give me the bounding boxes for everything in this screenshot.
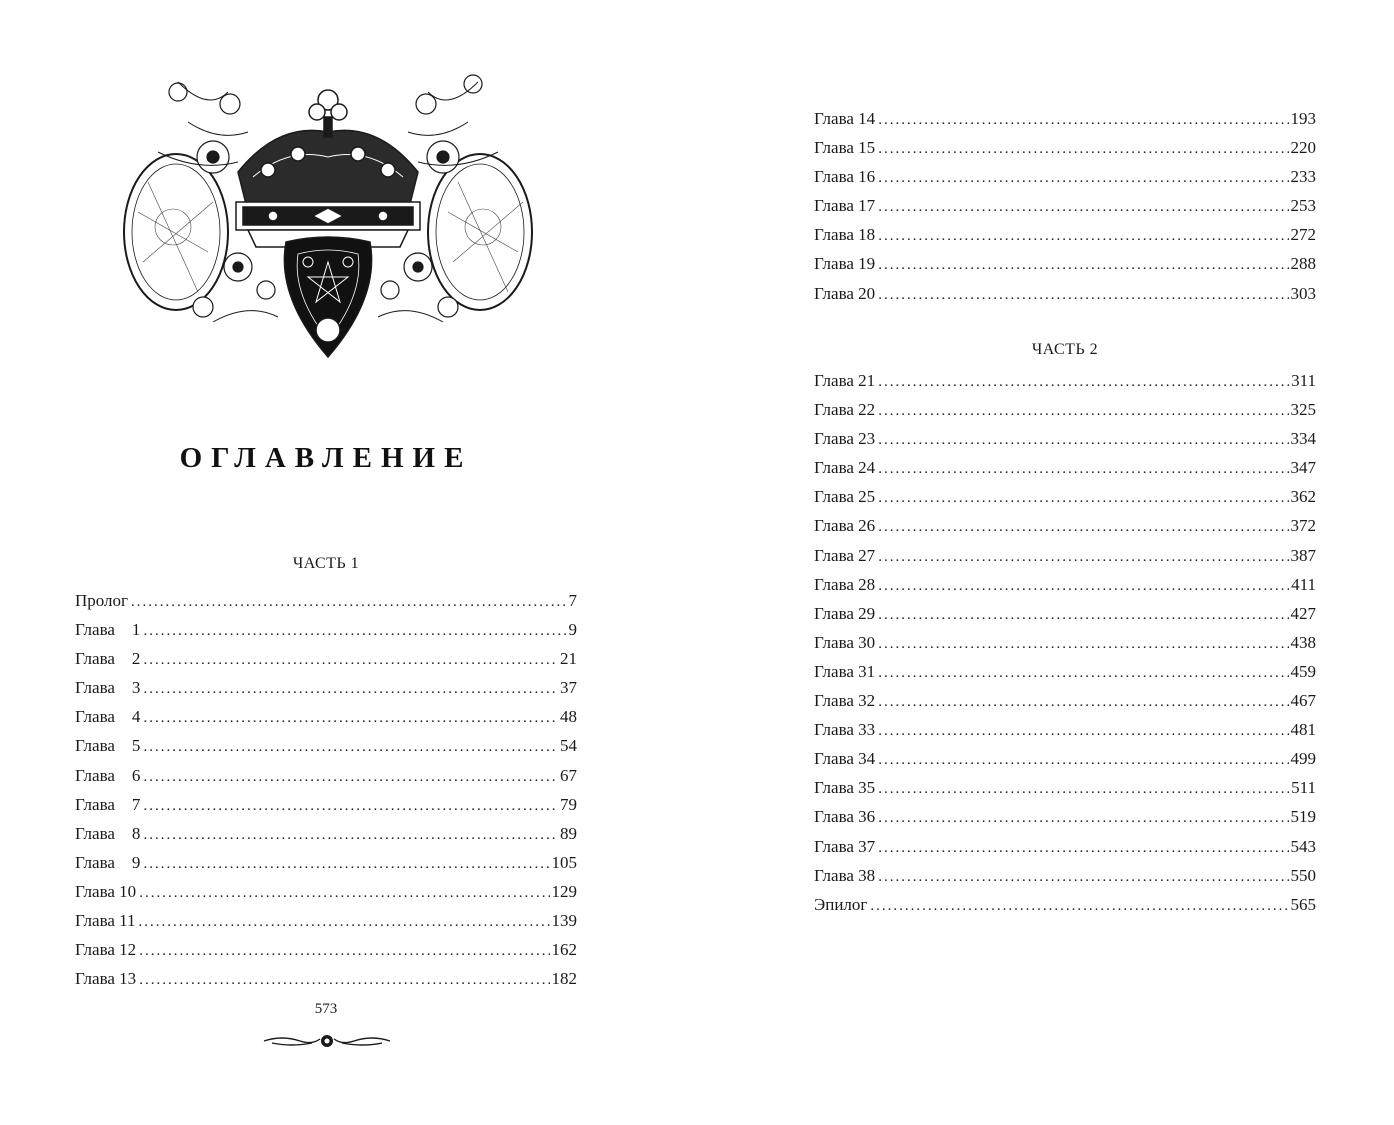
toc-entry — [75, 731, 577, 760]
toc-entry-label: Глава 28 — [814, 574, 876, 594]
dot-leader — [878, 258, 1288, 273]
toc-entry-page: 438 — [1290, 632, 1316, 652]
toc-entry-label: Глава 15 — [814, 138, 876, 158]
dot-leader — [139, 915, 550, 930]
dot-leader — [139, 973, 549, 988]
toc-entry — [75, 673, 577, 702]
toc-entry-label: Глава 20 — [814, 283, 876, 303]
toc-entry — [814, 104, 1316, 133]
toc-entry — [75, 702, 577, 731]
toc-entry-label: Глава 37 — [814, 836, 876, 856]
toc-entry-page: 325 — [1290, 400, 1316, 420]
dot-leader — [878, 724, 1288, 739]
toc-entry — [75, 586, 577, 615]
toc-entry — [814, 395, 1316, 424]
dot-leader — [878, 782, 1289, 797]
toc-entry-label: Глава 34 — [814, 749, 876, 769]
toc-entry — [814, 657, 1316, 686]
toc-entry-page: 21 — [560, 649, 577, 669]
toc-entry-label: Глава 33 — [814, 720, 876, 740]
toc-entry — [814, 628, 1316, 657]
toc-entry — [814, 220, 1316, 249]
dot-leader — [143, 828, 558, 843]
toc-entry-label: Глава 9 — [75, 852, 141, 872]
toc-entry-label: Глава 3 — [75, 678, 141, 698]
toc-entry-label: Глава 30 — [814, 632, 876, 652]
toc-entry — [814, 744, 1316, 773]
toc-entry-label: Глава 21 — [814, 371, 876, 390]
toc-entry-page: 67 — [560, 765, 577, 785]
toc-entry — [814, 511, 1316, 540]
dot-leader — [878, 142, 1288, 157]
right-page — [697, 0, 1394, 1125]
toc-entry-page: 182 — [551, 969, 577, 989]
toc-entry-label: Глава 17 — [814, 196, 876, 216]
toc-entry-label: Глава 6 — [75, 765, 141, 785]
toc-title: ОГЛАВЛЕНИЕ — [179, 442, 473, 474]
dot-leader — [878, 579, 1289, 594]
dot-leader — [143, 857, 549, 872]
dot-leader — [878, 404, 1288, 419]
dot-leader — [878, 491, 1288, 506]
toc-entry — [814, 832, 1316, 861]
toc-entry — [814, 279, 1316, 308]
toc-entry-page: 550 — [1290, 865, 1316, 885]
toc-list-part-1 — [75, 586, 577, 993]
toc-entry-page: 37 — [560, 678, 577, 698]
dot-leader — [878, 841, 1288, 856]
toc-entry — [75, 848, 577, 877]
toc-entry — [75, 790, 577, 819]
part-2-title: ЧАСТЬ 2 — [1031, 341, 1099, 358]
dot-leader — [143, 770, 558, 785]
dot-leader — [878, 520, 1288, 535]
toc-entry-label: Эпилог — [814, 894, 868, 914]
toc-entry-page: 311 — [1291, 371, 1316, 390]
toc-entry-label: Глава 26 — [814, 516, 876, 536]
toc-entry — [75, 906, 577, 935]
toc-entry — [814, 453, 1316, 482]
toc-entry-label: Глава 2 — [75, 649, 141, 669]
dot-leader — [131, 595, 566, 610]
toc-entry — [75, 615, 577, 644]
toc-entry-page: 105 — [551, 852, 577, 872]
toc-entry-page: 129 — [551, 881, 577, 901]
toc-entry — [814, 802, 1316, 831]
toc-entry-label: Глава 4 — [75, 707, 141, 727]
page-number: 573 — [314, 1001, 338, 1017]
toc-entry-label: Глава 12 — [75, 940, 137, 960]
dot-leader — [878, 695, 1288, 710]
toc-entry-page: 139 — [551, 911, 577, 931]
dot-leader — [878, 753, 1288, 768]
toc-entry-label: Глава 14 — [814, 109, 876, 128]
toc-entry-page: 9 — [568, 620, 577, 640]
toc-entry-label: Глава 31 — [814, 661, 876, 681]
toc-entry-label: Глава 25 — [814, 487, 876, 507]
toc-entry — [75, 964, 577, 993]
toc-entry-page: 481 — [1290, 720, 1316, 740]
toc-entry — [814, 249, 1316, 278]
toc-entry-page: 519 — [1290, 807, 1316, 827]
toc-entry-label: Глава 29 — [814, 603, 876, 623]
dot-leader — [143, 682, 558, 697]
toc-entry — [75, 877, 577, 906]
toc-entry-page: 362 — [1290, 487, 1316, 507]
dot-leader — [878, 550, 1288, 565]
dot-leader — [878, 608, 1288, 623]
toc-entry-page: 54 — [560, 736, 577, 756]
dot-leader — [878, 288, 1288, 303]
toc-entry-label: Глава 5 — [75, 736, 141, 756]
toc-entry-page: 543 — [1290, 836, 1316, 856]
toc-entry-label: Глава 19 — [814, 254, 876, 274]
toc-entry-page: 48 — [560, 707, 577, 727]
toc-entry-page: 511 — [1291, 778, 1316, 798]
toc-entry-label: Глава 35 — [814, 778, 876, 798]
toc-entry-page: 288 — [1290, 254, 1316, 274]
toc-entry-label: Пролог — [75, 591, 129, 610]
dot-leader — [878, 113, 1288, 128]
toc-entry — [814, 162, 1316, 191]
toc-entry-page: 372 — [1290, 516, 1316, 536]
toc-entry — [75, 819, 577, 848]
toc-entry-page: 467 — [1290, 691, 1316, 711]
dot-leader — [143, 740, 558, 755]
toc-entry-page: 233 — [1290, 167, 1316, 187]
toc-entry — [75, 761, 577, 790]
toc-entry-label: Глава 27 — [814, 545, 876, 565]
toc-entry — [814, 191, 1316, 220]
toc-entry-page: 220 — [1290, 138, 1316, 158]
dot-leader — [878, 462, 1288, 477]
toc-entry — [814, 890, 1316, 919]
toc-entry-page: 347 — [1290, 458, 1316, 478]
toc-entry — [814, 133, 1316, 162]
toc-entry-label: Глава 18 — [814, 225, 876, 245]
toc-entry-page: 193 — [1290, 109, 1316, 128]
dot-leader — [878, 433, 1288, 448]
toc-entry — [75, 644, 577, 673]
dot-leader — [143, 711, 558, 726]
toc-entry-page: 253 — [1290, 196, 1316, 216]
toc-entry — [814, 715, 1316, 744]
toc-entry — [75, 935, 577, 964]
toc-list-continued — [814, 104, 1316, 308]
toc-entry-page: 162 — [551, 940, 577, 960]
toc-entry-page: 272 — [1290, 225, 1316, 245]
dot-leader — [143, 624, 566, 639]
toc-entry-page: 499 — [1290, 749, 1316, 769]
toc-entry-label: Глава 38 — [814, 865, 876, 885]
dot-leader — [878, 171, 1288, 186]
toc-entry — [814, 686, 1316, 715]
flourish-ornament-icon — [262, 1031, 392, 1051]
dot-leader — [143, 653, 558, 668]
toc-entry-label: Глава 24 — [814, 458, 876, 478]
dot-leader — [878, 200, 1288, 215]
toc-entry-label: Глава 16 — [814, 167, 876, 187]
dot-leader — [878, 870, 1288, 885]
toc-entry-label: Глава 11 — [75, 911, 136, 931]
toc-entry-label: Глава 8 — [75, 823, 141, 843]
dot-leader — [878, 637, 1288, 652]
dot-leader — [878, 229, 1288, 244]
toc-entry-label: Глава 13 — [75, 969, 137, 989]
toc-entry-page: 565 — [1290, 894, 1316, 914]
dot-leader — [139, 944, 549, 959]
toc-entry-page: 411 — [1291, 574, 1316, 594]
toc-entry — [814, 482, 1316, 511]
toc-list-part-2 — [814, 366, 1316, 919]
toc-entry-label: Глава 22 — [814, 400, 876, 420]
toc-entry — [814, 541, 1316, 570]
toc-entry-page: 303 — [1290, 283, 1316, 303]
toc-entry-label: Глава 23 — [814, 429, 876, 449]
toc-entry-label: Глава 1 — [75, 620, 141, 640]
toc-entry-page: 427 — [1290, 603, 1316, 623]
toc-entry-page: 459 — [1290, 661, 1316, 681]
dot-leader — [878, 811, 1288, 826]
toc-entry-label: Глава 7 — [75, 794, 141, 814]
toc-entry — [814, 861, 1316, 890]
dot-leader — [878, 375, 1289, 390]
toc-entry-label: Глава 36 — [814, 807, 876, 827]
dot-leader — [143, 799, 558, 814]
toc-entry-label: Глава 32 — [814, 691, 876, 711]
toc-entry — [814, 570, 1316, 599]
toc-entry — [814, 424, 1316, 453]
dot-leader — [139, 886, 549, 901]
toc-entry-page: 79 — [560, 794, 577, 814]
toc-entry — [814, 599, 1316, 628]
toc-entry — [814, 366, 1316, 395]
toc-entry-page: 334 — [1290, 429, 1316, 449]
toc-entry-page: 387 — [1290, 545, 1316, 565]
crown-crest-emblem-icon — [118, 62, 538, 367]
part-1-title: ЧАСТЬ 1 — [292, 555, 360, 572]
dot-leader — [870, 899, 1288, 914]
toc-entry — [814, 773, 1316, 802]
dot-leader — [878, 666, 1288, 681]
toc-entry-label: Глава 10 — [75, 881, 137, 901]
toc-entry-page: 7 — [568, 591, 577, 610]
toc-entry-page: 89 — [560, 823, 577, 843]
